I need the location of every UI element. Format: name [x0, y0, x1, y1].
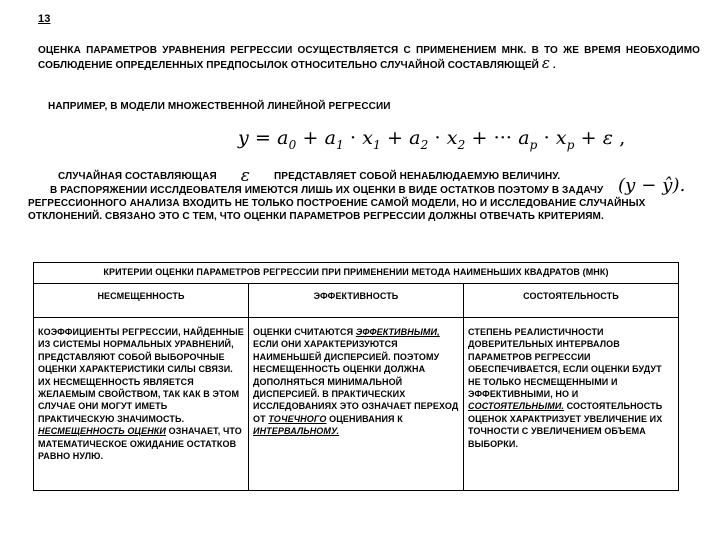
cell-unbiasedness: КОЭФФИЦИЕНТЫ РЕГРЕССИИ, НАЙДЕННЫЕ ИЗ СИСТЕМЫ НОРМАЛЬНЫХ УРАВНЕНИЙ, ПРЕДСТАВЛЯЮТ СОБОЙ ВЫБОРОЧНЫЕ ОЦЕНКИ ХАРАКТЕРИСТИКИ СИЛЫ СВЯЗИ. ИХ НЕСМЕЩЕННОСТЬ ЯВЛЯЕТСЯ ЖЕЛАЕМЫМ СВОЙСТВОМ, ТАК КАК В ЭТОМ СЛУЧАЕ ОНИ МОГУТ ИМЕТЬ ПРАКТИЧЕСКУЮ ЗНАЧИМОСТЬ. НЕСМЕЩЕННОСТЬ ОЦЕНКИ ОЗНАЧАЕТ, ЧТО МАТЕМАТИЧЕСКОЕ ОЖИДАНИЕ ОСТАТКОВ РАВНО НУЛЮ. — [34, 318, 249, 491]
cell-efficiency: ОЦЕНКИ СЧИТАЮТСЯ ЭФФЕКТИВНЫМИ, ЕСЛИ ОНИ ХАРАКТЕРИЗУЮТСЯ НАИМЕНЬШЕЙ ДИСПЕРСИЕЙ. ПОЭТОМУ НЕСМЕЩЕННОСТЬ ОЦЕНКИ ДОЛЖНА ДОПОЛНЯТЬСЯ МИНИМАЛЬНОЙ ДИСПЕРСИЕЙ. В ПРАКТИЧЕСКИХ ИССЛЕДОВАНИЯХ ЭТО ОЗНАЧАЕТ ПЕРЕХОД ОТ ТОЧЕЧНОГО ОЦЕНИВАНИЯ К ИНТЕРВАЛЬНОМУ. — [249, 318, 464, 491]
intro-text: ОЦЕНКА ПАРАМЕТРОВ УРАВНЕНИЯ РЕГРЕССИИ ОСУЩЕСТВЛЯЕТСЯ С ПРИМЕНЕНИЕМ МНК. В ТО ЖЕ ВРЕМЯ НЕОБХОДИМО СОБЛЮДЕНИЕ ОПРЕДЕЛЕННЫХ ПРЕДПОСЫЛОК ОТНОСИТЕЛЬНО СЛУЧАЙНОЙ СОСТАВЛЯЮЩЕЙ — [38, 45, 700, 71]
header-consistency: СОСТОЯТЕЛЬНОСТЬ — [464, 284, 679, 318]
regression-formula: $y = a_0 + a_1 \cdot x_1 + a_2 \cdot x_2$ + ··· $a_p \cdot x_p + \varepsilon$ , — [238, 127, 626, 152]
header-efficiency: ЭФФЕКТИВНОСТЬ — [249, 284, 464, 318]
random-component-label: СЛУЧАЙНАЯ СОСТАВЛЯЮЩАЯ — [58, 171, 217, 182]
researcher-text: В РАСПОРЯЖЕНИИ ИССЛДЕОВАТЕЛЯ ИМЕЮТСЯ ЛИШЬ ИХ ОЦЕНКИ В ВИДЕ ОСТАТКОВ ПОЭТОМУ В ЗАДАЧУ РЕГРЕССИОННОГО АНАЛИЗА ВХОДИТЬ НЕ ТОЛЬКО ПОСТРОЕНИЕ САМОЙ МОДЕЛИ, НО И ИССЛЕДОВАНИЕ СЛУЧАЙНЫХ ОТКЛОНЕНИЙ. СВЯЗАНО ЭТО С ТЕМ, ЧТО ОЦЕНКИ ПАРАМЕТРОВ РЕГРЕССИИ ДОЛЖНЫ ОТВЕЧАТЬ КРИТЕРИЯМ. — [28, 185, 646, 222]
epsilon-symbol: ε — [541, 54, 550, 72]
random-component-line — [58, 166, 560, 186]
intro-paragraph — [38, 44, 700, 72]
table-title: КРИТЕРИИ ОЦЕНКИ ПАРАМЕТРОВ РЕГРЕССИИ ПРИ ПРИМЕНЕНИИ МЕТОДА НАИМЕНЬШИХ КВАДРАТОВ (МНК) — [34, 263, 679, 284]
residual-formula: (y − ŷ). — [618, 175, 686, 196]
cell-consistency: СТЕПЕНЬ РЕАЛИСТИЧНОСТИ ДОВЕРИТЕЛЬНЫХ ИНТЕРВАЛОВ ПАРАМЕТРОВ РЕГРЕССИИ ОБЕСПЕЧИВАЕТСЯ, ЕСЛИ ОЦЕНКИ БУДУТ НЕ ТОЛЬКО НЕСМЕЩЕННЫМИ И ЭФФЕКТИВНЫМИ, НО И СОСТОЯТЕЛЬНЫМИ. СОСТОЯТЕЛЬНОСТЬ ОЦЕНОК ХАРАКТРИЗУЕТ УВЕЛИЧЕНИЕ ИХ ТОЧНОСТИ С УВЕЛИЧЕНИЕМ ОБЪЕМА ВЫБОРКИ. — [464, 318, 679, 491]
epsilon-symbol-2: ε — [240, 166, 251, 186]
researcher-paragraph — [28, 184, 668, 223]
criteria-table — [33, 262, 679, 491]
slide-number: 13 — [38, 13, 51, 25]
example-heading: НАПРИМЕР, В МОДЕЛИ МНОЖЕСТВЕННОЙ ЛИНЕЙНОЙ РЕГРЕССИИ — [48, 101, 391, 112]
header-unbiasedness: НЕСМЕЩЕННОСТЬ — [34, 284, 249, 318]
random-component-desc: ПРЕДСТАВЛЯЕТ СОБОЙ НЕНАБЛЮДАЕМУЮ ВЕЛИЧИНУ. — [274, 171, 561, 182]
intro-end: . — [552, 60, 556, 71]
